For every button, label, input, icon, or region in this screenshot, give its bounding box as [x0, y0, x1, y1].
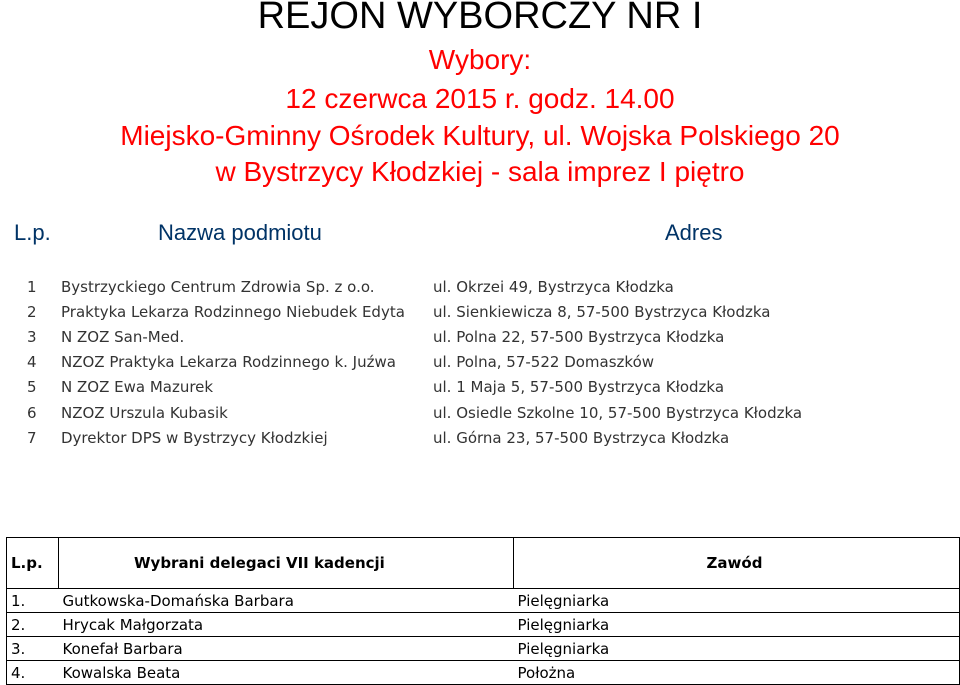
entity-number: 1: [27, 278, 37, 296]
delegate-profession: Położna: [514, 661, 960, 685]
delegates-name-header: Wybrani delegaci VII kadencji: [59, 538, 514, 589]
delegates-table: [6, 537, 960, 685]
delegates-lp-header: L.p.: [7, 538, 59, 589]
entities-name-header: Nazwa podmiotu: [158, 220, 322, 245]
delegate-number: 4.: [7, 661, 59, 685]
entity-name: N ZOZ San-Med.: [61, 328, 185, 346]
entity-address: ul. Osiedle Szkolne 10, 57-500 Bystrzyca Kłodzka: [433, 404, 803, 422]
entity-row: [0, 275, 960, 300]
election-date: 12 czerwca 2015 r. godz. 14.00: [285, 83, 675, 114]
entity-row: [0, 350, 960, 375]
table-row: [7, 589, 960, 613]
entity-number: 6: [27, 404, 37, 422]
delegate-name: Hrycak Małgorzata: [59, 613, 514, 637]
delegate-name: Kowalska Beata: [59, 661, 514, 685]
table-row: [7, 613, 960, 637]
entity-row: [0, 300, 960, 325]
election-room: w Bystrzycy Kłodzkiej - sala imprez I piętro: [215, 156, 745, 187]
entity-name: Praktyka Lekarza Rodzinnego Niebudek Edyta: [61, 303, 405, 321]
election-venue: Miejsko-Gminny Ośrodek Kultury, ul. Wojska Polskiego 20: [120, 120, 840, 151]
entity-number: 2: [27, 303, 37, 321]
table-row: [7, 637, 960, 661]
entity-row: [0, 426, 960, 451]
entity-name: Dyrektor DPS w Bystrzycy Kłodzkiej: [61, 429, 328, 447]
entity-row: [0, 325, 960, 350]
entity-address: ul. Okrzei 49, Bystrzyca Kłodzka: [433, 278, 674, 296]
election-label: Wybory:: [428, 44, 532, 75]
delegate-number: 2.: [7, 613, 59, 637]
entity-row: [0, 375, 960, 400]
entity-address: ul. Polna 22, 57-500 Bystrzyca Kłodzka: [433, 328, 725, 346]
delegate-number: 3.: [7, 637, 59, 661]
entity-number: 7: [27, 429, 37, 447]
delegate-number: 1.: [7, 589, 59, 613]
entity-number: 3: [27, 328, 37, 346]
entities-address-header: Adres: [665, 220, 723, 245]
entities-lp-header: L.p.: [14, 220, 51, 245]
entity-address: ul. Sienkiewicza 8, 57-500 Bystrzyca Kłodzka: [433, 303, 771, 321]
entity-number: 5: [27, 378, 37, 396]
delegate-name: Konefał Barbara: [59, 637, 514, 661]
entity-row: [0, 401, 960, 426]
entity-address: ul. 1 Maja 5, 57-500 Bystrzyca Kłodzka: [433, 378, 725, 396]
delegate-profession: Pielęgniarka: [514, 637, 960, 661]
delegate-profession: Pielęgniarka: [514, 589, 960, 613]
entity-name: N ZOZ Ewa Mazurek: [61, 378, 214, 396]
entity-address: ul. Polna, 57-522 Domaszków: [433, 353, 655, 371]
delegate-name: Gutkowska-Domańska Barbara: [59, 589, 514, 613]
document-title: REJON WYBORCZY NR I: [257, 0, 703, 37]
entity-name: Bystrzyckiego Centrum Zdrowia Sp. z o.o.: [61, 278, 375, 296]
delegate-profession: Pielęgniarka: [514, 613, 960, 637]
entity-name: NZOZ Urszula Kubasik: [61, 404, 228, 422]
delegates-profession-header: Zawód: [514, 538, 960, 589]
entity-address: ul. Górna 23, 57-500 Bystrzyca Kłodzka: [433, 429, 730, 447]
entity-name: NZOZ Praktyka Lekarza Rodzinnego k. Juźwa: [61, 353, 396, 371]
entity-number: 4: [27, 353, 37, 371]
delegates-header-row: [7, 538, 960, 589]
